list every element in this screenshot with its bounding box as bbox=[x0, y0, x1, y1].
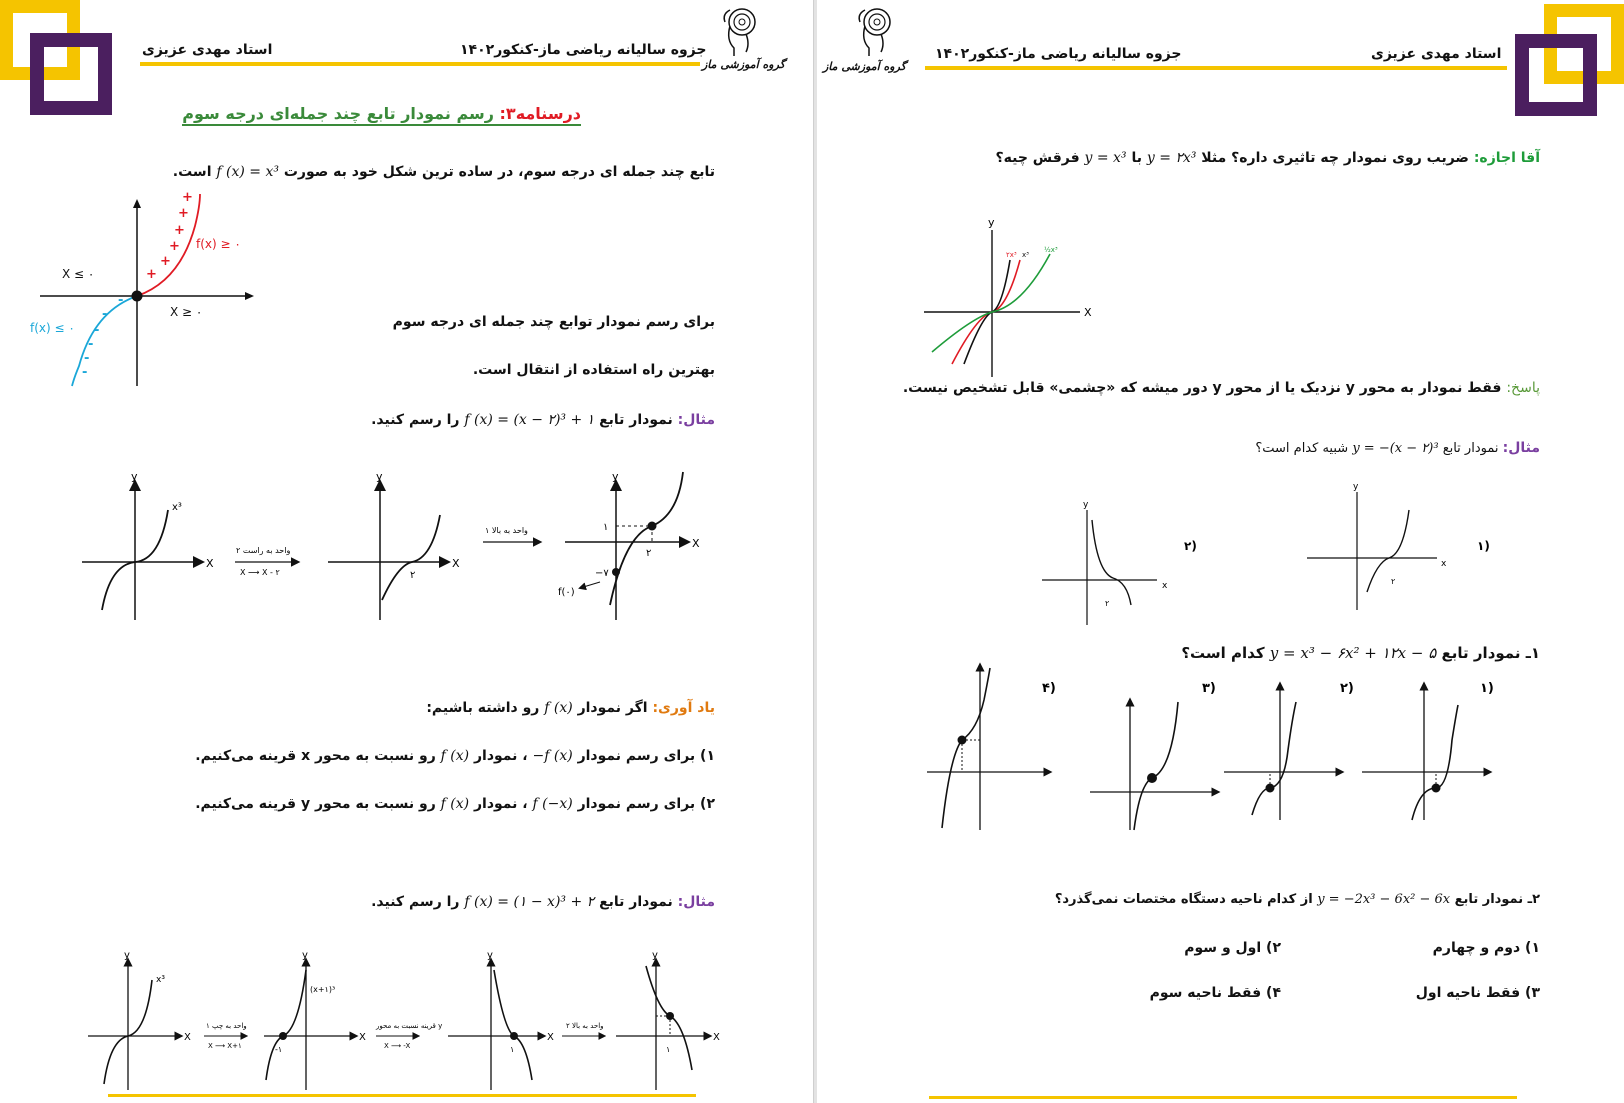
footer-rule bbox=[929, 1096, 1517, 1099]
answer-line: پاسخ: فقط نمودار به محور y نزدیک یا از محور y دور میشه که «چشمی» قابل تشخیص نیست. bbox=[902, 380, 1540, 396]
svg-text:۲: ۲ bbox=[410, 570, 416, 581]
header-rule bbox=[140, 62, 700, 66]
brand-square-purple bbox=[1515, 34, 1597, 116]
svg-text:۲ واحد به راست: ۲ واحد به راست bbox=[236, 546, 291, 555]
svg-text:y: y bbox=[1083, 500, 1089, 510]
header-rule bbox=[925, 66, 1507, 70]
svg-text:y: y bbox=[612, 470, 619, 483]
example-1-graphs bbox=[80, 470, 730, 630]
svg-text:۲ واحد به بالا: ۲ واحد به بالا bbox=[566, 1022, 604, 1030]
rule-2: ۲) برای رسم نمودار f (−x) ، نمودار f (x) رو نسبت به محور y قرینه می‌کنیم. bbox=[195, 796, 715, 812]
example-1-line: مثال: نمودار تابع f (x) = (x − ۲)³ + ۱ را رسم کنید. bbox=[371, 412, 715, 428]
option-2-label: ۲) bbox=[1184, 539, 1197, 553]
svg-text:X: X bbox=[359, 1032, 366, 1043]
brand-logo-text: گروه آموزشی ماز bbox=[823, 60, 906, 73]
svg-text:y: y bbox=[988, 216, 995, 229]
example-label: مثال: bbox=[677, 894, 715, 910]
svg-text:X: X bbox=[206, 557, 214, 570]
question-1: ۱ـ نمودار تابع y = x³ − ۶x² + ۱۲x − ۵ کدام است؟ bbox=[1181, 644, 1540, 662]
example-label: مثال: bbox=[1502, 440, 1540, 456]
svg-text:X: X bbox=[692, 537, 700, 550]
question-line: آقا اجازه: ضریب روی نمودار چه تاثیری داره؟ مثلا y = ۲x³ با y = x³ فرقش چیه؟ bbox=[995, 150, 1540, 166]
svg-text:x³: x³ bbox=[156, 975, 165, 985]
q1-option-4: ۴) bbox=[1042, 681, 1056, 696]
svg-text:X ⟶ -X: X ⟶ -X bbox=[384, 1042, 411, 1050]
svg-text:۲: ۲ bbox=[646, 548, 652, 559]
header-booklet: جزوه سالیانه ریاضی ماز-کنکور۱۴۰۲ bbox=[935, 46, 1182, 62]
plus-sign: + bbox=[169, 239, 180, 254]
brand-logo-text: گروه آموزشی ماز bbox=[702, 58, 785, 71]
svg-text:۱: ۱ bbox=[666, 1045, 671, 1054]
svg-text:۲: ۲ bbox=[1391, 577, 1396, 586]
header-teacher: استاد مهدی عزیزی bbox=[142, 42, 273, 58]
plus-sign: + bbox=[178, 206, 189, 221]
svg-text:y: y bbox=[1353, 482, 1359, 492]
svg-text:y: y bbox=[376, 470, 383, 483]
question-2: ۲ـ نمودار تابع y = −2x³ − 6x² − 6x از کدام ناحیه دستگاه مختصات نمی‌گذرد؟ bbox=[1054, 892, 1540, 907]
header-booklet: جزوه سالیانه ریاضی ماز-کنکور۱۴۰۲ bbox=[460, 42, 707, 58]
example-label: مثال: bbox=[677, 412, 715, 428]
reminder-label: یاد آوری: bbox=[652, 700, 715, 716]
method-line-2: بهترین راه استفاده از انتقال است. bbox=[472, 362, 715, 378]
svg-text:x³: x³ bbox=[1022, 251, 1029, 259]
svg-text:f(۰): f(۰) bbox=[558, 587, 575, 598]
svg-text:۱: ۱ bbox=[510, 1045, 515, 1054]
svg-text:۲: ۲ bbox=[1105, 599, 1110, 608]
pos-region-label: f(x) ≥ ۰ bbox=[196, 237, 241, 251]
footer-rule bbox=[108, 1094, 696, 1097]
svg-text:y: y bbox=[652, 950, 658, 961]
example-options bbox=[1037, 480, 1517, 630]
intro-line: تابع چند جمله ای درجه سوم، در ساده ترین شکل خود به صورت f (x) = x³ است. bbox=[172, 164, 715, 180]
svg-text:X ⟶ X - ۲: X ⟶ X - ۲ bbox=[240, 568, 280, 577]
plus-sign: + bbox=[182, 190, 193, 205]
svg-text:۱ واحد به چپ: ۱ واحد به چپ bbox=[206, 1022, 247, 1030]
q2-choice-3[interactable]: ۳) فقط ناحیه اول bbox=[1415, 985, 1540, 1001]
svg-text:X: X bbox=[184, 1032, 191, 1043]
x-pos-label: X ≥ ۰ bbox=[170, 305, 203, 319]
q2-choice-4[interactable]: ۴) فقط ناحیه سوم bbox=[1149, 985, 1281, 1001]
coefficient-graph bbox=[922, 212, 1102, 382]
header-teacher: استاد مهدی عزیزی bbox=[1371, 46, 1502, 62]
question-label: آقا اجازه: bbox=[1473, 150, 1540, 166]
minus-sign: - bbox=[84, 351, 90, 366]
minus-sign: - bbox=[118, 293, 124, 308]
svg-text:y: y bbox=[302, 950, 308, 961]
example-2-line: مثال: نمودار تابع f (x) = (۱ − x)³ + ۲ را رسم کنید. bbox=[371, 894, 715, 910]
method-line-1: برای رسم نمودار توابع چند جمله ای درجه سوم bbox=[392, 314, 715, 330]
reminder-line: یاد آوری: اگر نمودار f (x) رو داشته باشیم: bbox=[426, 700, 715, 716]
minus-sign: - bbox=[102, 307, 108, 322]
q2-choice-2[interactable]: ۲) اول و سوم bbox=[1184, 940, 1281, 956]
svg-text:y: y bbox=[487, 950, 493, 961]
example-line: مثال: نمودار تابع y = −(x − ۲)³ شبیه کدام است؟ bbox=[1255, 440, 1540, 456]
svg-text:−۷: −۷ bbox=[595, 568, 609, 579]
intro-formula: f (x) = x³ bbox=[216, 164, 279, 180]
plus-sign: + bbox=[174, 223, 185, 238]
option-1-label: ۱) bbox=[1477, 539, 1490, 553]
svg-text:-۱: -۱ bbox=[275, 1045, 283, 1054]
svg-text:X: X bbox=[1084, 306, 1092, 319]
minus-sign: - bbox=[88, 337, 94, 352]
svg-text:x³: x³ bbox=[172, 502, 182, 513]
svg-text:قرینه نسبت به محور y: قرینه نسبت به محور y bbox=[376, 1022, 443, 1030]
svg-text:X: X bbox=[452, 557, 460, 570]
lesson-title bbox=[182, 104, 581, 126]
right-page bbox=[817, 0, 1624, 1103]
lesson-title-text: رسم نمودار تابع چند جمله‌ای درجه سوم bbox=[182, 104, 494, 123]
answer-label: پاسخ: bbox=[1506, 380, 1540, 396]
svg-text:۱: ۱ bbox=[603, 522, 609, 533]
q1-option-2: ۲) bbox=[1340, 681, 1354, 696]
q2-choice-1[interactable]: ۱) دوم و چهارم bbox=[1432, 940, 1540, 956]
minus-sign: - bbox=[94, 323, 100, 338]
svg-text:۲x³: ۲x³ bbox=[1006, 251, 1017, 259]
x-neg-label: X ≤ ۰ bbox=[62, 267, 95, 281]
svg-text:۱ واحد به بالا: ۱ واحد به بالا bbox=[485, 526, 528, 535]
plus-sign: + bbox=[160, 254, 171, 269]
example-2-graphs bbox=[86, 950, 736, 1092]
svg-text:X ⟶ X+۱: X ⟶ X+۱ bbox=[208, 1042, 242, 1050]
svg-text:X: X bbox=[547, 1032, 554, 1043]
svg-text:y: y bbox=[131, 470, 138, 483]
svg-text:(x+۱)³: (x+۱)³ bbox=[310, 985, 336, 994]
q1-option-3: ۳) bbox=[1202, 681, 1216, 696]
question-1-options bbox=[922, 660, 1532, 835]
svg-text:x: x bbox=[1162, 581, 1168, 591]
brand-square-purple bbox=[30, 33, 112, 115]
rule-1: ۱) برای رسم نمودار −f (x) ، نمودار f (x) رو نسبت به محور x قرینه می‌کنیم. bbox=[195, 748, 715, 764]
cubic-sign-graph bbox=[20, 186, 260, 391]
example-2-formula: f (x) = (۱ − x)³ + ۲ bbox=[464, 894, 595, 910]
svg-text:x: x bbox=[1441, 559, 1447, 569]
plus-sign: + bbox=[146, 267, 157, 282]
example-1-formula: f (x) = (x − ۲)³ + ۱ bbox=[464, 412, 595, 428]
minus-sign: - bbox=[82, 365, 88, 380]
lesson-label: درسنامه۳: bbox=[499, 104, 581, 123]
neg-region-label: f(x) ≤ ۰ bbox=[30, 321, 75, 335]
svg-text:X: X bbox=[713, 1032, 720, 1043]
svg-text:½x³: ½x³ bbox=[1044, 246, 1058, 254]
svg-text:y: y bbox=[124, 950, 130, 961]
q1-option-1: ۱) bbox=[1480, 681, 1494, 696]
